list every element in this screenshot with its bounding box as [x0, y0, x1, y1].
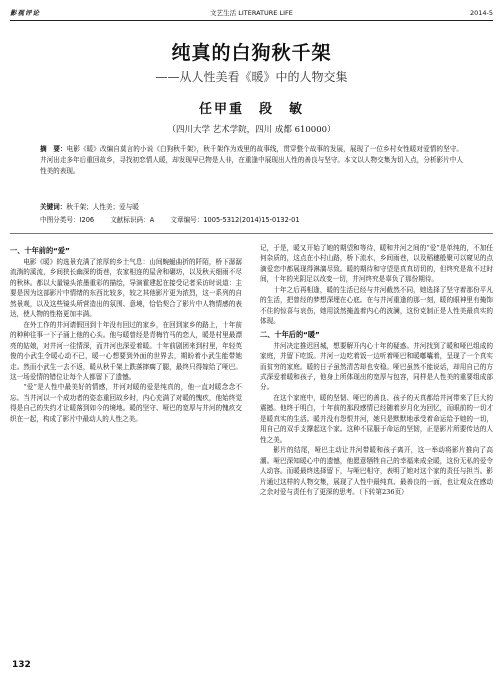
body-paragraph: 井河决定推迟回城，想要解开内心十年的疑惑。井河找到了暖和哑巴组成的家庭，并留下吃饭。井河一边吃着饭一边听着哑巴和暖嘟囔着，呈现了一个真实而贫穷的家庭。暖的日子虽然清苦却也安稳。哑巴虽然不能说话，却用自己的方式深爱着暖和孩子，他身上所体现出的宽厚与包容，同样是人性美的重要组成部分。: [260, 341, 493, 392]
body-paragraph: “爱”是人性中最美好的情感，井河对暖的爱是纯真的，他一直对暖念念不忘。当井河以一个成功者的姿态重回故乡时，内心充满了对暖的愧疚，他始终觉得是自己的失约才让暖落到如今的境地。暖的坚守、哑巴的宽厚与井河的愧疚交织在一起，构成了影片中最动人的人性之美。: [10, 383, 242, 423]
running-header: [10, 6, 493, 21]
classification-line: [40, 215, 463, 226]
page-number: 132: [12, 660, 31, 670]
article-number: 文章编号：1005-5312(2014)15-0132-01: [170, 216, 300, 224]
keywords: [40, 202, 463, 213]
journal-section: 影视评论: [10, 9, 40, 17]
abstract-text: 电影《暖》改编自莫言的小说《白狗秋千架》，秋千架作为戏里的故事线，贯穿整个故事的发展，展现了一位乡村女性暖对爱情的坚守。井河出走多年后重回故乡，寻找初恋情人暖，却发现早已物是人非，在重逢中展现出人性的善良与坚守。本文以人物交集为切入点，分析影片中人性美的表现。: [40, 145, 464, 175]
abstract-label: 摘 要：: [40, 145, 67, 153]
divider: [10, 233, 493, 234]
article-author: 任甲重 段 敏: [198, 102, 304, 117]
body-paragraph: 在这个家庭中，暖的坚韧、哑巴的善良、孩子的天真都给井河带来了巨大的震撼。他终于明白，十年前的那段感情已经随着岁月化为回忆，而眼前的一切才是暖真实的生活。暖并没有怨恨井河，她只是默默地承受着命运给予她的一切，用自己的双手支撑起这个家。这种不屈服于命运的坚韧，正是影片所要传达的人性之美。: [260, 393, 493, 444]
section-heading: 二、十年后的“暖”: [260, 329, 320, 339]
section-heading: 一、十年前的“爱”: [10, 246, 70, 255]
body-paragraph: 电影《暖》的选景充满了浓厚的乡土气息：山间蜿蜒曲折的阡陌，桥下潺潺流淌的溪流，乡间狭长幽深的街巷，农家相连的屋舍和碾坊，以及秋天细雨不尽的秋林。都以大量镜头浓墨重彩的描绘，导演霍建起在接受记者采访时说道：主要是因为这部影片中情绪的东西比较多，较之其他影片更为浓烈，这一系列的自然景观，以及这些镜头所营造出的氛围、意境，恰恰契合了影片中人物情感的表达，使人物的性格更加丰满。: [10, 258, 242, 319]
body-paragraph: 记，于是，暖又开始了她的期望和等待，暖和井河之间的“爱”是单纯的，不加任何杂质的，这点在小村山路，桥下流水，乡间雨巷，以及稻穗般聚可以窥见的点滴爱恋中都展现得淋漓尽致。暖的期待和守望是真真切切的，但终究是敌不过时间，十年的光阴足以改变一切，井河终究是辜负了那份期待。: [260, 244, 493, 284]
abstract: [40, 144, 463, 177]
keywords-label: 关键词：: [40, 203, 67, 211]
article-subtitle: ——从人性美看《暖》中的人物交集: [155, 70, 348, 84]
clc-number: 中图分类号：I206: [40, 216, 95, 224]
body-paragraph: 十年之后再相逢，暖的生活已经与井河截然不同，她选择了坚守着那份平凡的生活，把曾经的梦想深埋在心底。在与井河重逢的那一刻，暖的眼神里有掩饰不住的惊喜与哀伤，她用淡然掩盖着内心的波澜，这份克制正是人性美最真实的体现。: [260, 285, 493, 326]
body-paragraph: 在外工作的井河请假回到十年没有回过的家乡，在回到家乡的路上，十年前的种种往事一下子涌上他的心头。他与暖曾经是青梅竹马的恋人，暖是村里最漂亮的姑娘，对井河一往情深，而井河也深爱着暖。十年前剧团来到村里，年轻英俊的小武生令暖心动不已，暖一心想要到外面的世界去，期盼着小武生能带她走。然而小武生一去不返，暖从秋千架上跌落摔瘸了腿，最终只得嫁给了哑巴。这一场爱情的错位让每个人都留下了遗憾。: [10, 320, 242, 381]
body-column-left: [10, 243, 242, 645]
body-paragraph: 影片的结尾，哑巴主动让井河带暖和孩子离开，这一举动将影片推向了高潮。哑巴深知暖心中的遗憾，他愿意牺牲自己的幸福来成全暖，这份无私的爱令人动容。而暖最终选择留下，与哑巴相守，表明了她对这个家的责任与担当。影片通过这样的人物交集，展现了人性中最纯真、最善良的一面，也让观众在感动之余对爱与责任有了更深的思考。（下转第236页）: [260, 446, 493, 496]
journal-name: 文艺生活 LITERATURE LIFE: [210, 9, 293, 17]
issue-number: 2014-5: [469, 9, 493, 17]
article-title: 纯真的白狗秋千架: [171, 42, 332, 64]
document-code: 文献标识码：A: [110, 216, 155, 224]
keywords-text: 秋千架；人性美；爱与暖: [66, 203, 139, 211]
body-column-right: [260, 243, 493, 645]
author-affiliation: （四川大学 艺术学院，四川 成都 610000）: [167, 125, 336, 135]
